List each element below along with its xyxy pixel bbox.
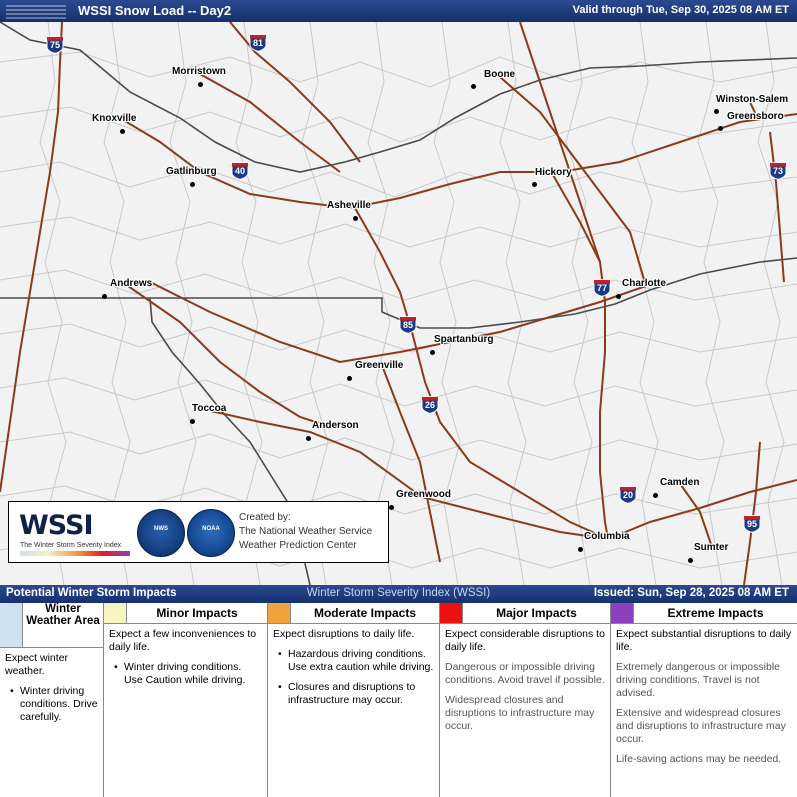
legend-paragraph: Expect disruptions to daily life. [273,628,415,640]
shield-number: 26 [424,400,435,410]
legend-column-winter-weather-area[interactable] [0,603,104,797]
interstate-shield-73 [768,162,788,180]
city-label-winston-salem: Winston-Salem [716,94,789,105]
wssi-logo-box [8,501,389,563]
legend-bullet-list [273,648,434,707]
legend-paragraph-secondary: Life-saving actions may be needed. [616,753,782,765]
city-label-gatlinburg: Gatlinburg [166,166,217,177]
nws-seal-label: NWS [154,526,168,532]
city-dot [306,436,311,441]
shield-number: 73 [772,166,783,176]
city-label-asheville: Asheville [327,200,371,211]
city-label-columbia: Columbia [584,531,630,542]
shield-number: 95 [746,519,757,529]
legend-title: Minor Impacts [156,606,238,620]
city-label-toccoa: Toccoa [192,403,227,414]
legend-body [268,624,439,707]
city-label-sumter: Sumter [694,542,729,553]
legend-paragraph-secondary: Extremely dangerous or impossible driving conditions. Travel is not advised. [616,661,780,699]
interstate-shield-81 [248,34,268,52]
legend-title: Winter Weather Area [26,603,100,627]
legend-bullet: • Winter driving conditions. Drive carefully. [14,685,98,724]
interstate-shield-77 [592,279,612,297]
legend-title: Moderate Impacts [313,606,417,620]
impacts-header-bar [0,585,797,603]
legend-swatch-row [104,603,267,624]
city-dot [718,126,723,131]
legend-paragraph: Expect considerable disruptions to daily life. [445,628,605,653]
window-grip-icon [6,5,66,17]
shield-number: 85 [402,320,413,330]
city-label-morristown: Morristown [172,66,226,77]
legend-paragraph-secondary: Extensive and widespread closures and disruptions to infrastructure may occur. [616,707,786,745]
city-dot [198,82,203,87]
legend-body [104,624,267,687]
wssi-subtitle: The Winter Storm Severity Index [20,542,122,549]
city-dot [120,129,125,134]
shield-number: 75 [49,40,60,50]
legend-swatch-row [0,603,103,648]
shield-number: 20 [622,490,633,500]
legend-color-swatch [104,603,127,623]
credits-line-3: Weather Prediction Center [239,540,357,551]
legend-bullet-list [109,661,262,687]
wssi-wordmark: WSSI [19,510,93,541]
map-canvas[interactable] [0,22,797,585]
city-label-knoxville: Knoxville [92,113,137,124]
city-label-greenwood: Greenwood [396,489,452,500]
shield-number: 81 [252,38,263,48]
credits-line-2: The National Weather Service [239,526,373,537]
legend-column-major-impacts[interactable] [440,603,611,797]
shield-number: 40 [234,166,245,176]
legend-column-minor-impacts[interactable] [104,603,268,797]
interstate-shield-95 [742,515,762,533]
city-dot [616,294,621,299]
credits-line-1: Created by: [239,512,291,523]
legend-swatch-row [268,603,439,624]
city-label-greenville: Greenville [355,360,404,371]
legend-paragraph: Expect a few inconveniences to daily life. [109,628,257,653]
legend-body [440,624,610,733]
legend-color-swatch [440,603,463,623]
impacts-header-title: Potential Winter Storm Impacts [6,587,177,599]
city-label-andrews: Andrews [110,278,153,289]
city-dot [389,505,394,510]
shield-number: 77 [596,283,607,293]
wssi-color-bar [20,551,130,556]
legend-swatch-row [440,603,610,624]
legend-color-swatch [611,603,634,623]
city-dot [578,547,583,552]
noaa-seal-icon [187,509,235,557]
valid-through-text: Valid through Tue, Sep 30, 2025 08 AM ET [572,4,789,16]
city-dot [714,109,719,114]
legend-swatch-row [611,603,797,624]
legend-paragraph: Expect substantial disruptions to daily life. [616,628,792,653]
city-dot [347,376,352,381]
city-label-greensboro: Greensboro [727,111,784,122]
legend-title: Extreme Impacts [667,606,764,620]
noaa-seal-label: NOAA [202,526,220,532]
legend-paragraph: Expect winter weather. [5,652,69,677]
credits-block [239,511,372,553]
legend-title: Major Impacts [496,606,577,620]
title-bar [0,0,797,22]
interstate-shield-85 [398,316,418,334]
legend-color-swatch [268,603,291,623]
interstate-shield-75 [45,36,65,54]
city-dot [688,558,693,563]
legend-column-extreme-impacts[interactable] [611,603,797,797]
legend-column-moderate-impacts[interactable] [268,603,440,797]
issued-text: Issued: Sun, Sep 28, 2025 08 AM ET [593,587,789,599]
legend-body [611,624,797,766]
city-dot [653,493,658,498]
interstate-shield-26 [420,396,440,414]
legend-bullet-list [5,685,98,724]
legend-paragraph-secondary: Dangerous or impossible driving conditions. Avoid travel if possible. [445,661,605,686]
city-dot [190,182,195,187]
city-label-charlotte: Charlotte [622,278,666,289]
legend-color-swatch [0,603,23,647]
legend-body [0,648,103,724]
city-dot [471,84,476,89]
nws-seal-icon [137,509,185,557]
city-dot [430,350,435,355]
city-label-camden: Camden [660,477,700,488]
city-label-boone: Boone [484,69,516,80]
impacts-header-subtitle: Winter Storm Severity Index (WSSI) [306,587,491,599]
city-label-hickory: Hickory [535,167,572,178]
legend-paragraph-secondary: Widespread closures and disruptions to infrastructure may occur. [445,694,595,732]
legend-bullet: • Hazardous driving conditions. Use extra caution while driving. [282,648,434,674]
interstate-shield-20 [618,486,638,504]
legend [0,603,797,797]
city-label-spartanburg: Spartanburg [434,334,494,345]
legend-bullet: • Winter driving conditions. Use Caution while driving. [118,661,262,687]
city-dot [190,419,195,424]
city-dot [353,216,358,221]
city-dot [532,182,537,187]
legend-bullet: • Closures and disruptions to infrastructure may occur. [282,681,434,707]
city-label-anderson: Anderson [312,420,359,431]
city-dot [102,294,107,299]
page-title: WSSI Snow Load -- Day2 [78,3,232,18]
interstate-shield-40 [230,162,250,180]
